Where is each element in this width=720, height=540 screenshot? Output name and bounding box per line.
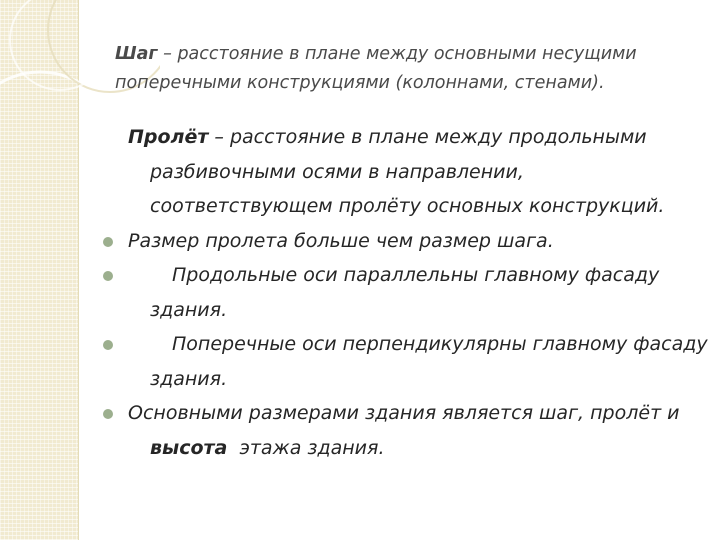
title-term: Шаг — [115, 44, 158, 64]
item-text: Продольные оси параллельны главному фасаду здания. — [150, 264, 660, 321]
bullet-icon — [103, 237, 113, 247]
item-text: Размер пролета больше чем размер шага. — [128, 229, 554, 252]
list-item — [128, 224, 708, 259]
list-item — [128, 396, 708, 465]
item-text: Основными размерами здания является шаг, пролёт и — [128, 402, 680, 424]
list-item — [128, 258, 708, 327]
bullet-icon — [103, 271, 113, 281]
item-text: Поперечные оси перпендикулярны главному фасаду здания. — [150, 333, 708, 390]
slide-body — [128, 120, 708, 465]
item-term: Пролёт — [128, 126, 209, 148]
item-bold-word: высота — [150, 436, 228, 459]
bullet-icon — [103, 409, 113, 419]
item-text-end: этажа здания. — [227, 436, 385, 459]
item-text: – расстояние в плане между продольными разбивочными осями в направлении, соответствующем пролёту основных конструкций. — [150, 126, 665, 217]
title-definition: – расстояние в плане между основными несущими поперечными конструкциями (колоннами, стенами). — [115, 44, 637, 93]
bullet-icon — [103, 340, 113, 350]
list-item — [128, 327, 708, 396]
list-item — [128, 120, 708, 224]
slide-title — [115, 40, 705, 98]
